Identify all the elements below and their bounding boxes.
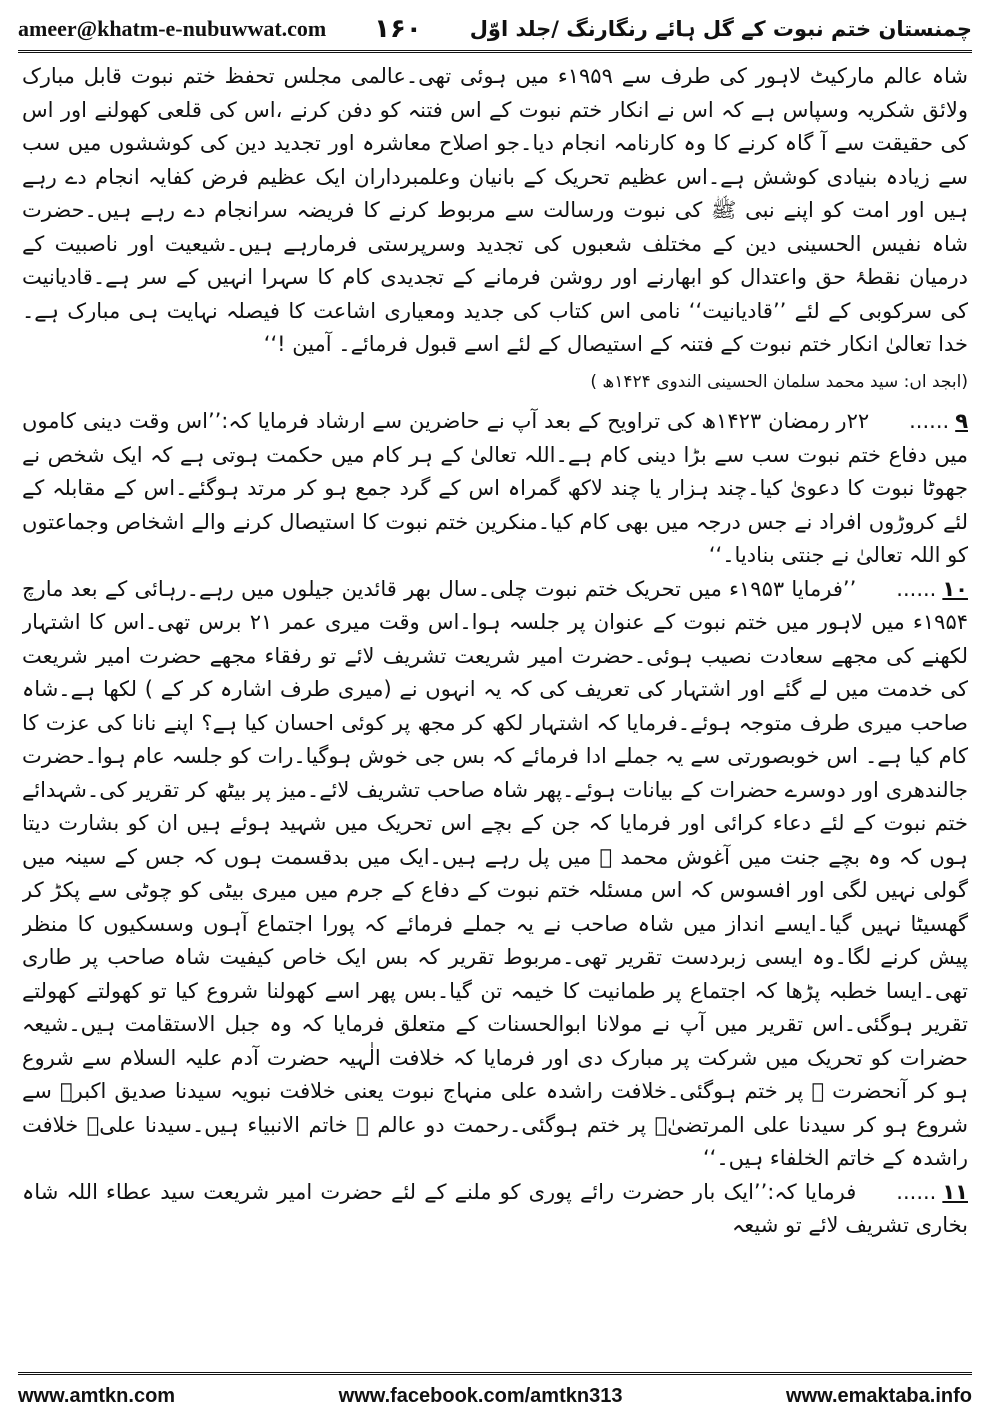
item-dots: ...... (896, 1179, 937, 1204)
page-footer (18, 1380, 972, 1412)
signature: (ابجد اں: سید محمد سلمان الحسینی الندوی ۱۴۲۴ھ ) (590, 371, 968, 392)
item-text: ۲۲ر رمضان ۱۴۲۳ھ کی تراویح کے بعد آپ نے حاضرین سے ارشاد فرمایا کہ:’’اس وقت دینی کاموں میں دفاع ختم نبوت سب سے بڑا دینی کام ہے۔اللہ تعالیٰ کے ہر کام میں حکمت ہوتی ہے کہ ایک شخص نے جھوٹا نبوت کا دعویٰ کیا۔چند ہزار یا چند لاکھ گمراہ اس کے گرد جمع ہو کر مرتد ہوگئے۔اس کے مقابلہ کے لئے کروڑوں افراد نے جس درجہ میں بھی کام کیا۔منکرین ختم نبوت کا استیصال کرنے والے اشخاص وجماعتوں کو اللہ تعالیٰ نے جنتی بنادیا۔‘‘ (22, 409, 968, 567)
header-email: ameer@khatm-e-nubuwwat.com (18, 16, 327, 41)
intro-paragraph: شاہ عالم مارکیٹ لاہور کی طرف سے ۱۹۵۹ء میں ہوئی تھی۔عالمی مجلس تحفظ ختم نبوت قابل مبارک ولائق شکریہ وسپاس ہے کہ اس نے انکار ختم نبوت کے اس فتنہ کو دفن کرنے ،اس کی قلعی کھولنے اور اس کی حقیقت سے آ گاہ کرنے کا وہ کارنامہ انجام دیا۔جو اصلاح معاشرہ اور تجدید دین کی کوششوں میں سب سے زیادہ بنیادی کوشش ہے۔اس عظیم تحریک کے بانیان وعلمبرداران ایک عظیم فرض کفایہ انجام دے رہے ہیں اور امت کو اپنے نبی ﷺ کی نبوت ورسالت سے مربوط کرنے کا فریضہ سرانجام دے رہے ہیں۔حضرت شاہ نفیس الحسینی دین کے مختلف شعبوں کی تجدید وسرپرستی فرمارہے ہیں۔شیعیت اور ناصبیت کے درمیان نقطۂ حق واعتدال کو ابھارنے اور روشن فرمانے کے تجدیدی کام کا سہرا انہیں کے سر ہے۔قادیانیت کی سرکوبی کے لئے ’’قادیانیت‘‘ نامی اس کتاب کی جدید ومعیاری اشاعت کا فیصلہ نہایت ہی مبارک ہے۔خدا تعالیٰ انکار ختم نبوت کے فتنہ کے استیصال کے لئے اسے قبول فرمائے۔ آمین !‘‘ (22, 64, 968, 356)
item-number: ۹ (955, 409, 968, 433)
footer-link-facebook[interactable]: www.facebook.com/amtkn313 (338, 1384, 623, 1407)
item-text: فرمایا کہ:’’ایک بار حضرت رائے پوری کو ملنے کے لئے حضرت امیر شریعت سید عطاء اللہ شاہ بخاری تشریف لائے تو شیعہ (22, 1179, 968, 1237)
item-dots: ...... (896, 576, 937, 601)
item-number: ۱۱ (942, 1179, 968, 1204)
footer-link-emaktaba[interactable]: www.emaktaba.info (786, 1384, 972, 1407)
numbered-item-9 (22, 405, 968, 573)
footer-divider (18, 1372, 972, 1375)
page-header (18, 10, 972, 48)
page-body (22, 60, 968, 1366)
numbered-item-10 (22, 573, 968, 1176)
page-number: ۱۶۰ (374, 14, 422, 44)
item-number: ۱۰ (942, 576, 968, 601)
header-divider (18, 50, 972, 53)
book-title: چمنستان ختم نبوت کے گل ہائے رنگارنگ /جلد اوّل (469, 17, 972, 41)
item-text: ’’فرمایا ۱۹۵۳ء میں تحریک ختم نبوت چلی۔سال بھر قائدین جیلوں میں رہے۔رہائی کے بعد مارچ ۱۹۵۴ء میں لاہور میں ختم نبوت کے عنوان پر جلسہ ہوا۔اس وقت میری عمر ۲۱ برس تھی۔اس کا اشتہار لکھنے کی مجھے سعادت نصیب ہوئی۔حضرت امیر شریعت تشریف لائے تو رفقاء مجھے حضرت امیر شریعت کی خدمت میں لے گئے اور اشتہار کی تعریف کی کہ یہ انہوں نے (میری طرف اشارہ کر کے ) لکھا ہے۔شاہ صاحب میری طرف متوجہ ہوئے۔فرمایا کہ اشتہار لکھ کر مجھ پر کوئی احسان کیا ہے؟ اپنے نانا کی عزت کا کام کیا ہے۔ اس خوبصورتی سے یہ جملے ادا فرمائے کہ بس جی خوش ہوگیا۔رات کو جلسہ عام ہوا۔حضرت جالندھری اور دوسرے حضرات کے بیانات ہوئے۔پھر شاہ صاحب تشریف لائے۔میز پر بیٹھ کر تقریر کی۔شہدائے ختم نبوت کے لئے دعاء کرائی اور فرمایا کہ جن کے بچے اس تحریک میں شہید ہوئے ہیں ان کو بشارت دیتا ہوں کہ وہ بچے جنت میں آغوش محمد ﷺ میں پل رہے ہیں۔ایک میں بدقسمت ہوں کہ جس کے سینہ میں گولی نہیں لگی اور افسوس کہ اس مسئلہ ختم نبوت کے دفاع کے جرم میں میری بیٹی کو چوٹی سے پکڑ کر گھسیٹا نہیں گیا۔ایسے انداز میں شاہ صاحب نے یہ جملے فرمائے کہ پورا اجتماع آہوں وسسکیوں کا منظر پیش کرنے لگا۔وہ ایسی زبردست تقریر تھی۔مربوط تقریر کہ بس ایک خاص کیفیت شاہ صاحب پر طاری تھی۔ایسا خطبہ پڑھا کہ اجتماع پر طمانیت کا خیمہ تن گیا۔بس پھر اسے کھولنا شروع کیا تو کھولتے کھولتے تقریر ہوگئی۔اس تقریر میں آپ نے مولانا ابوالحسنات کے متعلق فرمایا کہ وہ جبل الاستقامت ہیں۔شیعہ حضرات کو تحریک میں شرکت پر مبارک دی اور فرمایا کہ خلافت الٰہیہ حضرت آدم علیہ السلام سے شروع ہو کر آنحضرت ﷺ پر ختم ہوگئی۔خلافت راشدہ علی منہاج نبوت یعنی خلافت نبویہ سیدنا صدیق اکبرؓ سے شروع ہو کر سیدنا علی المرتضیٰؓ پر ختم ہوگئی۔رحمت دو عالم ﷺ خاتم الانبیاء ہیں۔سیدنا علیؓ خلافت راشدہ کے خاتم الخلفاء ہیں۔‘‘ (22, 576, 968, 1170)
item-dots: ...... (909, 409, 950, 433)
footer-link-amtkn[interactable]: www.amtkn.com (18, 1384, 176, 1407)
numbered-item-11 (22, 1176, 968, 1243)
